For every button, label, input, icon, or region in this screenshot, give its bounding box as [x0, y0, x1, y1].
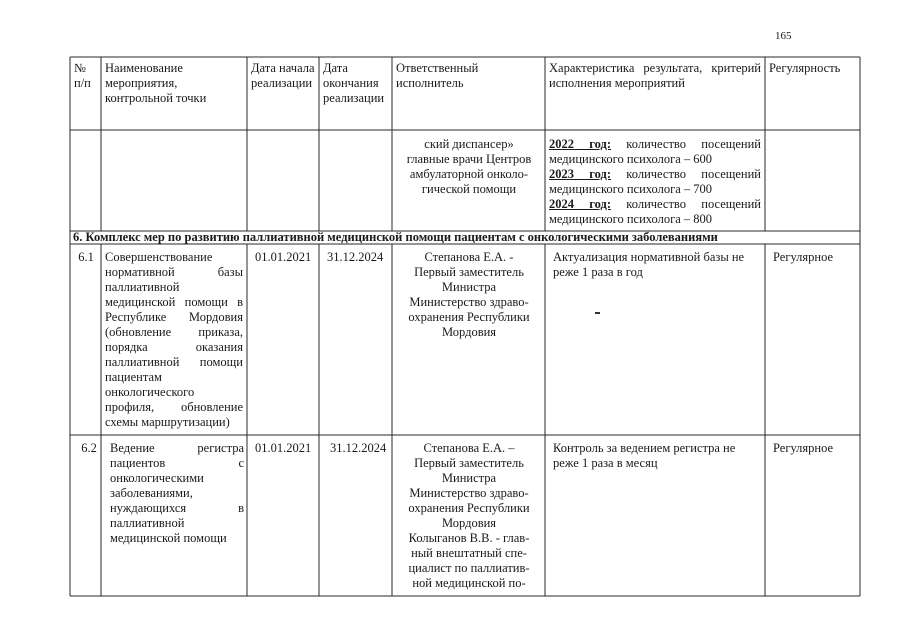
row-6-2-num: 6.2 — [81, 441, 97, 455]
result-2024: 2024 год: количество посещений медицинского психолога – 800 — [549, 197, 761, 226]
continuation-executor-line: главные врачи Центров — [406, 152, 532, 166]
section-title: 6. Комплекс мер по развитию паллиативной медицинской помощи пациентам с онкологическими заболеваниями — [73, 230, 718, 244]
row-6-1-num: 6.1 — [78, 250, 94, 264]
executor-line: Колыганов В.В. - глав- — [408, 531, 530, 545]
continuation-executor — [393, 137, 545, 197]
row-6-1-result: Актуализация нормативной базы не реже 1 раза в год — [553, 250, 745, 279]
executor-line: Министерство здраво- — [409, 295, 529, 309]
row-6-1-regularity: Регулярное — [773, 250, 834, 264]
header-start: Дата начала реализации — [251, 61, 315, 90]
row-6-1-end: 31.12.2024 — [327, 250, 384, 264]
executor-line: Степанова Е.А. – — [423, 441, 515, 455]
continuation-executor-line: ский диспансер» — [424, 137, 514, 151]
continuation-executor-line: гической помощи — [421, 182, 517, 196]
header-name: Наименование мероприятия, контрольной точки — [105, 61, 207, 105]
executor-line: Мордовия — [441, 516, 497, 530]
result-2023: 2023 год: количество посещений медицинского психолога – 700 — [549, 167, 761, 196]
executor-line: охранения Республики — [408, 501, 530, 515]
executor-line: ной медицинской по- — [412, 576, 526, 590]
executor-line: Министра — [441, 471, 497, 485]
row-6-2-end: 31.12.2024 — [330, 441, 387, 455]
row-6-2-executor — [393, 441, 545, 591]
result-2022: 2022 год: количество посещений медицинского психолога – 600 — [549, 137, 761, 166]
header-regularity: Регулярность — [769, 61, 841, 75]
executor-line: ный внештатный спе- — [411, 546, 527, 560]
executor-line: Министерство здраво- — [409, 486, 529, 500]
executor-line: Первый заместитель — [414, 456, 524, 470]
row-6-2-result: Контроль за ведением регистра не реже 1 раза в месяц — [553, 441, 736, 470]
row-6-2-name: Ведение регистра пациентов с онкологическими заболеваниями, нуждающихся в паллиативной медицинской помощи — [110, 441, 244, 545]
continuation-results — [549, 137, 761, 227]
scan-mark — [595, 312, 600, 314]
row-6-2-start: 01.01.2021 — [255, 441, 312, 455]
row-6-1-start: 01.01.2021 — [255, 250, 312, 264]
header-result: Характеристика результата, критерий исполнения мероприятий — [549, 61, 761, 90]
header-num: № п/п — [74, 61, 91, 90]
executor-line: Министра — [441, 280, 497, 294]
executor-line: Степанова Е.А. - — [424, 250, 514, 264]
row-6-2-regularity: Регулярное — [773, 441, 834, 455]
continuation-executor-line: амбулаторной онколо- — [409, 167, 529, 181]
executor-line: охранения Республики — [408, 310, 530, 324]
page-number: 165 — [775, 30, 792, 42]
executor-line: Мордовия — [441, 325, 497, 339]
header-executor: Ответственный исполнитель — [396, 61, 479, 90]
row-6-1-executor — [393, 250, 545, 340]
row-6-1-name: Совершенствование нормативной базы паллиативной медицинской помощи в Республике Мордовия (обновление приказа, порядка оказания паллиативной помощи пациентам онкологического профиля, обновление схемы маршрутизации) — [105, 250, 243, 429]
header-end: Дата окончания реализации — [323, 61, 385, 105]
executor-line: Первый заместитель — [414, 265, 524, 279]
executor-line: циалист по паллиатив- — [408, 561, 530, 575]
